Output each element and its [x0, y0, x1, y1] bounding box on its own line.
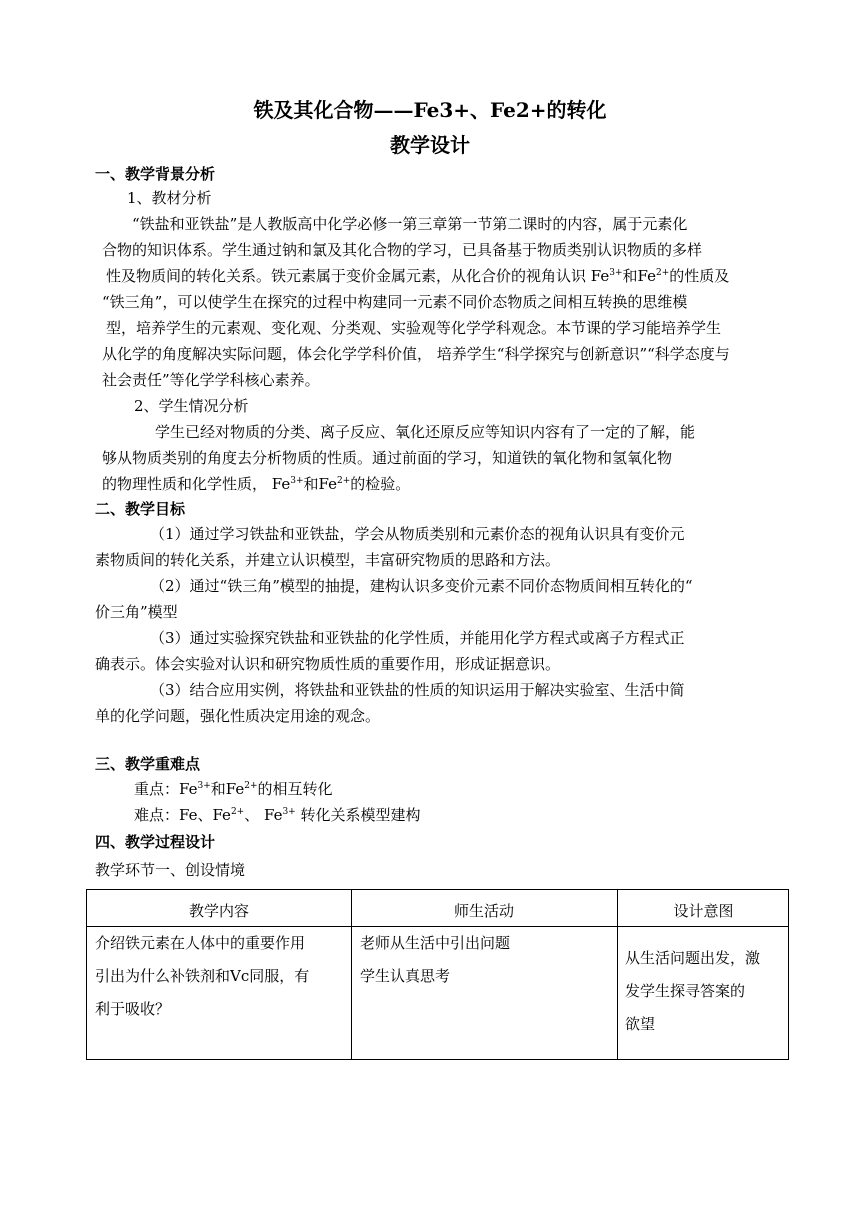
objective-line: （2）通过“铁三角”模型的抽提，建构认识多变价元素不同价态物质间相互转化的“ — [150, 577, 693, 595]
table-cell-line: 介绍铁元素在人体中的重要作用 — [95, 934, 306, 952]
objective-line: 价三角”模型 — [95, 603, 178, 621]
table-cell-intent — [625, 942, 787, 1041]
stage-label: 教学环节一、创设情境 — [95, 861, 246, 879]
table-cell-content — [95, 927, 347, 1026]
table-cell-activity — [360, 927, 610, 993]
table-cell-line: 老师从生活中引出问题 — [360, 934, 511, 952]
paragraph-line: 够从物质类别的角度去分析物质的性质。通过前面的学习，知道铁的氧化物和氢氧化物 — [102, 449, 673, 467]
table-cell-line: 引出为什么补铁剂和Vc同服，有 — [95, 967, 310, 985]
subheading-textbook-analysis: 1、教材分析 — [127, 189, 212, 207]
document-title: 铁及其化合物——Fe3+、Fe2+的转化 — [253, 98, 607, 122]
paragraph-line: 从化学的角度解决实际问题，体会化学学科价值， 培养学生“科学探究与创新意识”“科学态度与 — [102, 345, 730, 363]
objective-line: （1）通过学习铁盐和亚铁盐，学会从物质类别和元素价态的视角认识具有变价元 — [150, 525, 685, 543]
key-point-line: 重点：$Fe^{3+}$和$Fe^{2+}$的相互转化 — [134, 780, 333, 798]
table-cell-line: 发学生探寻答案的 — [625, 982, 746, 1000]
paragraph-line: 学生已经对物质的分类、离子反应、氧化还原反应等知识内容有了一定的了解，能 — [155, 423, 696, 441]
table-header-intent: 设计意图 — [673, 902, 734, 920]
paragraph-line: “铁三角”，可以使学生在探究的过程中构建同一元素不同价态物质之间相互转换的思维模 — [102, 293, 688, 311]
document-subtitle: 教学设计 — [390, 133, 470, 157]
section-heading-key-points: 三、教学重难点 — [95, 755, 201, 773]
subheading-student-analysis: 2、学生情况分析 — [134, 397, 249, 415]
section-heading-background: 一、教学背景分析 — [95, 165, 216, 183]
process-table — [86, 889, 789, 1060]
table-cell-line: 从生活问题出发，激 — [625, 949, 761, 967]
paragraph-line: 型，培养学生的元素观、变化观、分类观、实验观等化学学科观念。本节课的学习能培养学生 — [106, 319, 722, 337]
table-cell-line: 欲望 — [625, 1015, 656, 1033]
paragraph-line: 合物的知识体系。学生通过钠和氯及其化合物的学习，已具备基于物质类别认识物质的多样 — [102, 241, 703, 259]
objective-line: 素物质间的转化关系，并建立认识模型，丰富研究物质的思路和方法。 — [95, 551, 561, 569]
objective-line: （3）通过实验探究铁盐和亚铁盐的化学性质，并能用化学方程式或离子方程式正 — [150, 629, 685, 647]
table-header-content: 教学内容 — [188, 902, 249, 920]
objective-line: （3）结合应用实例，将铁盐和亚铁盐的性质的知识运用于解决实验室、生活中简 — [150, 681, 685, 699]
table-cell-line: 学生认真思考 — [360, 967, 451, 985]
difficulty-line: 难点：Fe、$Fe^{2+}$、 $Fe^{3+}$ 转化关系模型建构 — [134, 806, 421, 824]
paragraph-line: 的物理性质和化学性质， $Fe^{3+}$和$Fe^{2+}$的检验。 — [102, 475, 411, 493]
paragraph-line: 性及物质间的转化关系。铁元素属于变价金属元素，从化合价的视角认识 $Fe^{3+}$和$Fe^{2+}$的性质及 — [106, 267, 730, 285]
section-heading-process: 四、教学过程设计 — [95, 833, 216, 851]
objective-line: 确表示。体会实验对认识和研究物质性质的重要作用，形成证据意识。 — [95, 655, 561, 673]
table-header-activity: 师生活动 — [453, 902, 514, 920]
objective-line: 单的化学问题，强化性质决定用途的观念。 — [95, 707, 381, 725]
table-cell-line: 利于吸收？ — [95, 1000, 171, 1018]
section-heading-objectives: 二、教学目标 — [95, 500, 186, 518]
paragraph-line: “铁盐和亚铁盐”是人教版高中化学必修一第三章第一节第二课时的内容，属于元素化 — [132, 215, 688, 233]
paragraph-line: 社会责任”等化学学科核心素养。 — [102, 371, 320, 389]
